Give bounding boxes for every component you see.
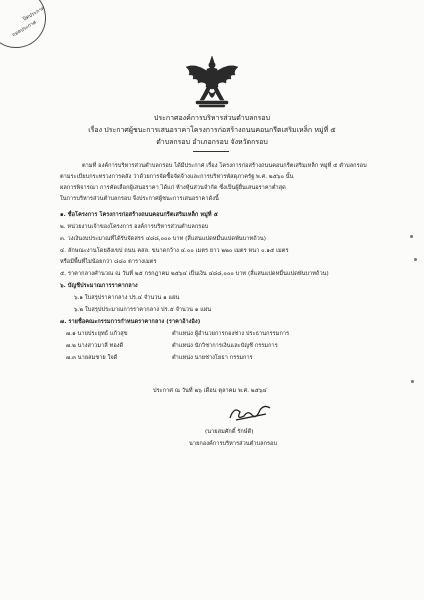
announcement-location: ตำบลกรอบ อำเภอกรอบ จังหวัดกรอบ xyxy=(156,138,268,146)
intro-line-2: ตามระเบียบกระทรวงการคลัง ว่าด้วยการจัดซื้อจัดจ้างและการบริหารพัสดุภาครัฐ พ.ศ. ๒๕๖๐ นั้น xyxy=(60,174,294,180)
signature-mark xyxy=(226,400,276,426)
intro-line-3: ผลการพิจารณา การคัดเลือกผู้เสนอราคา ได้แก่ ห้างหุ้นส่วนจำกัด ซึ่งเป็นผู้ยื่นเสนอราคาต่ำสุด xyxy=(60,185,286,191)
item-price-list-a: ๖.๑ ใบสรุปราคากลาง ปร.๔ จำนวน ๑ แผ่น xyxy=(74,295,180,301)
signer-name: (นายสมศักดิ์ รักษ์ดี) xyxy=(205,429,254,435)
item-description: ๔. ลักษณะงานโดยสังเขป ถนน คสล. ขนาดกว้าง ๔.๐๐ เมตร ยาว ๒๒๐ เมตร หนา ๐.๑๕ เมตร xyxy=(60,248,289,254)
item-budget: ๓. วงเงินงบประมาณที่ได้รับจัดสรร ๔๘๘,๐๐๐ บาท (สี่แสนแปดหมื่นแปดพันบาทถ้วน) xyxy=(60,236,266,242)
stamp-text-bottom: ถอดประกาศ xyxy=(11,19,38,39)
scan-dot xyxy=(410,235,413,238)
item-committee: ๗. รายชื่อคณะกรรมการกำหนดราคากลาง (ราคาอ้างอิง) xyxy=(60,319,201,325)
member-1-role: ตำแหน่ง ผู้อำนวยการกองช่าง ประธานกรรมการ xyxy=(172,331,290,337)
item-project-name: ๑. ชื่อโครงการ โครงการก่อสร้างถนนคอนกรีตเสริมเหล็ก หมู่ที่ ๕ xyxy=(60,212,218,218)
member-2-role: ตำแหน่ง นักวิชาการเงินและบัญชี กรรมการ xyxy=(172,343,278,349)
intro-line-1: ตามที่ องค์การบริหารส่วนตำบลกรอบ ได้มีประกาศ เรื่อง โครงการก่อสร้างถนนคอนกรีตเสริมเหล็ก หมู่ที่ ๕ ตำบลกรอบ xyxy=(82,163,367,169)
item-price-list-b: ๖.๒ ใบสรุปประมาณการราคากลาง ปร.๕ จำนวน ๑ แผ่น xyxy=(74,307,212,313)
garuda-emblem-icon xyxy=(183,53,241,111)
member-1-name: ๗.๑ นายประยุทธ์ แก้วสุข xyxy=(66,331,128,337)
item-price-list: ๖. บัญชีประมาณการราคากลาง xyxy=(60,283,138,289)
announcement-date: ประกาศ ณ วันที่ ๒๖ เดือน ตุลาคม พ.ศ. ๒๕๖๔ xyxy=(153,388,267,394)
stamp-text-top: ปิดประกาศ xyxy=(22,5,46,23)
heading-divider xyxy=(193,151,229,152)
intro-line-4: ในการบริหารส่วนตำบลกรอบ จึงประกาศผู้ชนะการเสนอราคาดังนี้ xyxy=(60,196,219,202)
item-median-price: ๕. ราคากลางคำนวณ ณ วันที่ ๒๕ กรกฎาคม ๒๕๖๔ เป็นเงิน ๔๘๘,๐๐๐ บาท (สี่แสนแปดหมื่นแปดพันบาทถ้วน) xyxy=(60,271,329,277)
scan-dot xyxy=(411,380,414,383)
item-description-cont: หรือมีพื้นที่ไม่น้อยกว่า ๘๘๐ ตารางเมตร xyxy=(60,259,157,265)
member-3-name: ๗.๓ นายสมชาย ใจดี xyxy=(66,355,118,361)
scan-dot xyxy=(414,258,417,261)
signer-title: นายกองค์การบริหารส่วนตำบลกรอบ xyxy=(189,441,278,447)
announcement-title: ประกาศองค์การบริหารส่วนตำบลกรอบ xyxy=(153,114,271,122)
member-2-name: ๗.๒ นางสาวมาลี ทองดี xyxy=(66,343,124,349)
member-3-role: ตำแหน่ง นายช่างโยธา กรรมการ xyxy=(172,355,253,361)
announcement-subject: เรื่อง ประกาศผู้ชนะการเสนอราคาโครงการก่อสร้างถนนคอนกรีตเสริมเหล็ก หมู่ที่ ๕ xyxy=(88,126,336,134)
item-agency: ๒. หน่วยงานเจ้าของโครงการ องค์การบริหารส่วนตำบลกรอบ xyxy=(60,224,209,230)
